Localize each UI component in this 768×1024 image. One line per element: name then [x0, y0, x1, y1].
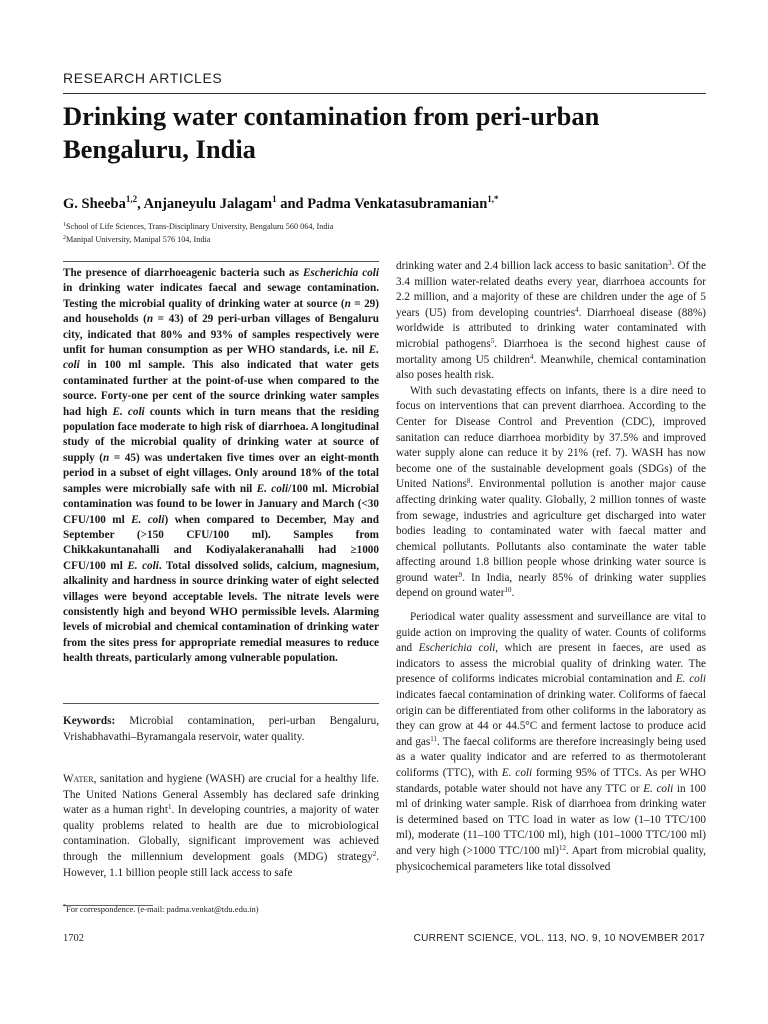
author-list: G. Sheeba$^{1,2}$, Anjaneyulu Jalagam$^1$ and Padma Venkatasubramanian$^{1,*}$ [63, 194, 499, 212]
affiliation: $^1$School of Life Sciences, Trans-Disciplinary University, Bengaluru 560 064, India [63, 222, 334, 231]
paragraph: drinking water and 2.4 billion lack access to basic sanitation$^3$. Of the 3.4 million water-related deaths every year, diarrhoea accounts for 2.2 million, and a majority of these are children under the age of 5 years (U5) from developing countries$^4$. Diarrhoeal disease (88%) worldwide is attributed to drinking water contaminated with microbial pathogens$^5$. Diarrhoea is the second highest cause of mortality among U5 children$^4$. Meanwhile, chemical contamination also poses health risk. [396, 259, 707, 382]
author-affiliation-mark: 1,* [487, 194, 499, 204]
article-title: Drinking water contamination from peri-urban Bengaluru, India [63, 101, 600, 164]
keywords: Keywords: Microbial contamination, peri-urban Bengaluru, Vrishabhavathi–Byramangala reservoir, water quality. [63, 715, 379, 743]
author-name: Anjaneyulu Jalagam [143, 196, 273, 212]
journal-citation: CURRENT SCIENCE, VOL. 113, NO. 9, 10 NOVEMBER 2017 [413, 933, 705, 944]
section-label: RESEARCH ARTICLES [63, 70, 223, 86]
affiliation: $^2$Manipal University, Manipal 576 104, India [63, 235, 211, 244]
author-affiliation-mark: 1,2 [125, 194, 138, 204]
abstract-bottom-rule [63, 703, 379, 704]
correspondence-footnote: *For correspondence. (e-mail: padma.venkat@tdu.edu.in) [63, 904, 259, 914]
top-rule [63, 93, 706, 94]
page-number: 1702 [63, 933, 84, 944]
paragraph: Periodical water quality assessment and surveillance are vital to guide action on improving the quality of water. Counts of coliforms and Escherichia coli, which are present in faeces, are used as indicators to assess the microbial quality of drinking water. The presence of coliforms indicates microbial contamination and E. coli indicates faecal contamination of drinking water. Coliforms of faecal origin can be differentiated from other coliforms in the laboratory as they can grow at 44 or 44.5°C and ferment lactose to produce acid and gas$^{11}$. The faecal coliforms are therefore increasingly being used as a water quality indicator and are referred to as thermotolerant coliforms (TTC), with E. coli forming 95% of TTCs. As per WHO standards, potable water should not have any TTC or E. coli in 100 ml of drinking water sample. Risk of diarrhoea from drinking water is determined based on TTC load in water as low (1–10 TTC/100 ml), moderate (11–100 TTC/100 ml), high (101–1000 TTC/100 ml) and very high (>1000 TTC/100 ml)$^{12}$. Apart from microbial quality, physicochemical parameters like total dissolved [396, 611, 706, 873]
drop-word: Water [63, 773, 94, 785]
author-affiliation-mark: 1 [272, 194, 277, 204]
author-name: G. Sheeba [63, 196, 126, 212]
abstract: The presence of diarrhoeagenic bacteria such as Escherichia coli in drinking water indicates faecal and sewage contamination. Testing the microbial quality of drinking water at source (n = 29) and households (n = 43) of 29 peri-urban villages of Bengaluru city, indicated that 80% and 93% of samples respectively were unfit for human consumption as per WHO standards, i.e. nil E. coli in 100 ml sample. This also indicated that water gets contaminated further at the point-of-use when compared to the source. Forty-one per cent of the source drinking water samples had high E. coli counts which in turn means that the residing population face moderate to high risk of diarrhoea. A longitudinal study of the microbial quality of drinking water at source of supply (n = 45) was undertaken five times over an eight-month period in a subset of eight villages. Only around 18% of the total samples were microbially safe with nil E. coli/100 ml. Microbial contamination was found to be lower in January and March (<30 CFU/100 ml E. coli) when compared to December, May and September (>150 CFU/100 ml). Samples from Chikkakuntanahalli and Kodiyalakeranahalli had ≥1000 CFU/100 ml E. coli. Total dissolved solids, calcium, magnesium, alkalinity and hardness in source drinking water of eight selected villages were beyond acceptable levels. The nitrate levels were consistently high and beyond WHO permissible levels. Alarming levels of microbial and chemical contamination of drinking water from the sites press for appropriate remedial measures to reduce health threats, particularly among vulnerable population. [63, 267, 379, 665]
introduction-text: Water, sanitation and hygiene (WASH) are crucial for a healthy life. The United Nations General Assembly has declared safe drinking water as a human right$^1$. In developing countries, a majority of water quality problems related to health are due to microbiological contamination. Globally, significant improvement was achieved through the millennium development goals (MDG) strategy$^2$. However, 1.1 billion people still lack access to safe [63, 773, 379, 879]
abstract-top-rule [63, 261, 379, 262]
corresponding-author-mark: * [494, 194, 499, 204]
paragraph: With such devastating effects on infants, there is a dire need to focus on interventions that can prevent diarrhoea. According to the Center for Disease Control and Prevention (CDC), improved sanitation can reduce diarrhoea morbidity by 37.5% and improved water supply alone can reduce it by 21% (ref. 7). WASH has now become one of the sustainable development goals (SDGs) of the United Nations$^8$. Environmental pollution is another major cause affecting drinking water quality. Globally, 2 million tonnes of waste from sewage, industries and agriculture get discharged into water bodies leading to contaminated water with faecal matter and chemical pollutants. Pollutants also contaminate the water table affecting around 1.8 billion people whose drinking water source is ground water$^9$. In India, nearly 85% of drinking water supplies depend on ground water$^{10}$. [396, 384, 706, 600]
right-column [396, 259, 706, 875]
author-name: Padma Venkatasubramanian [307, 196, 488, 212]
keywords-label: Keywords: [63, 715, 116, 727]
